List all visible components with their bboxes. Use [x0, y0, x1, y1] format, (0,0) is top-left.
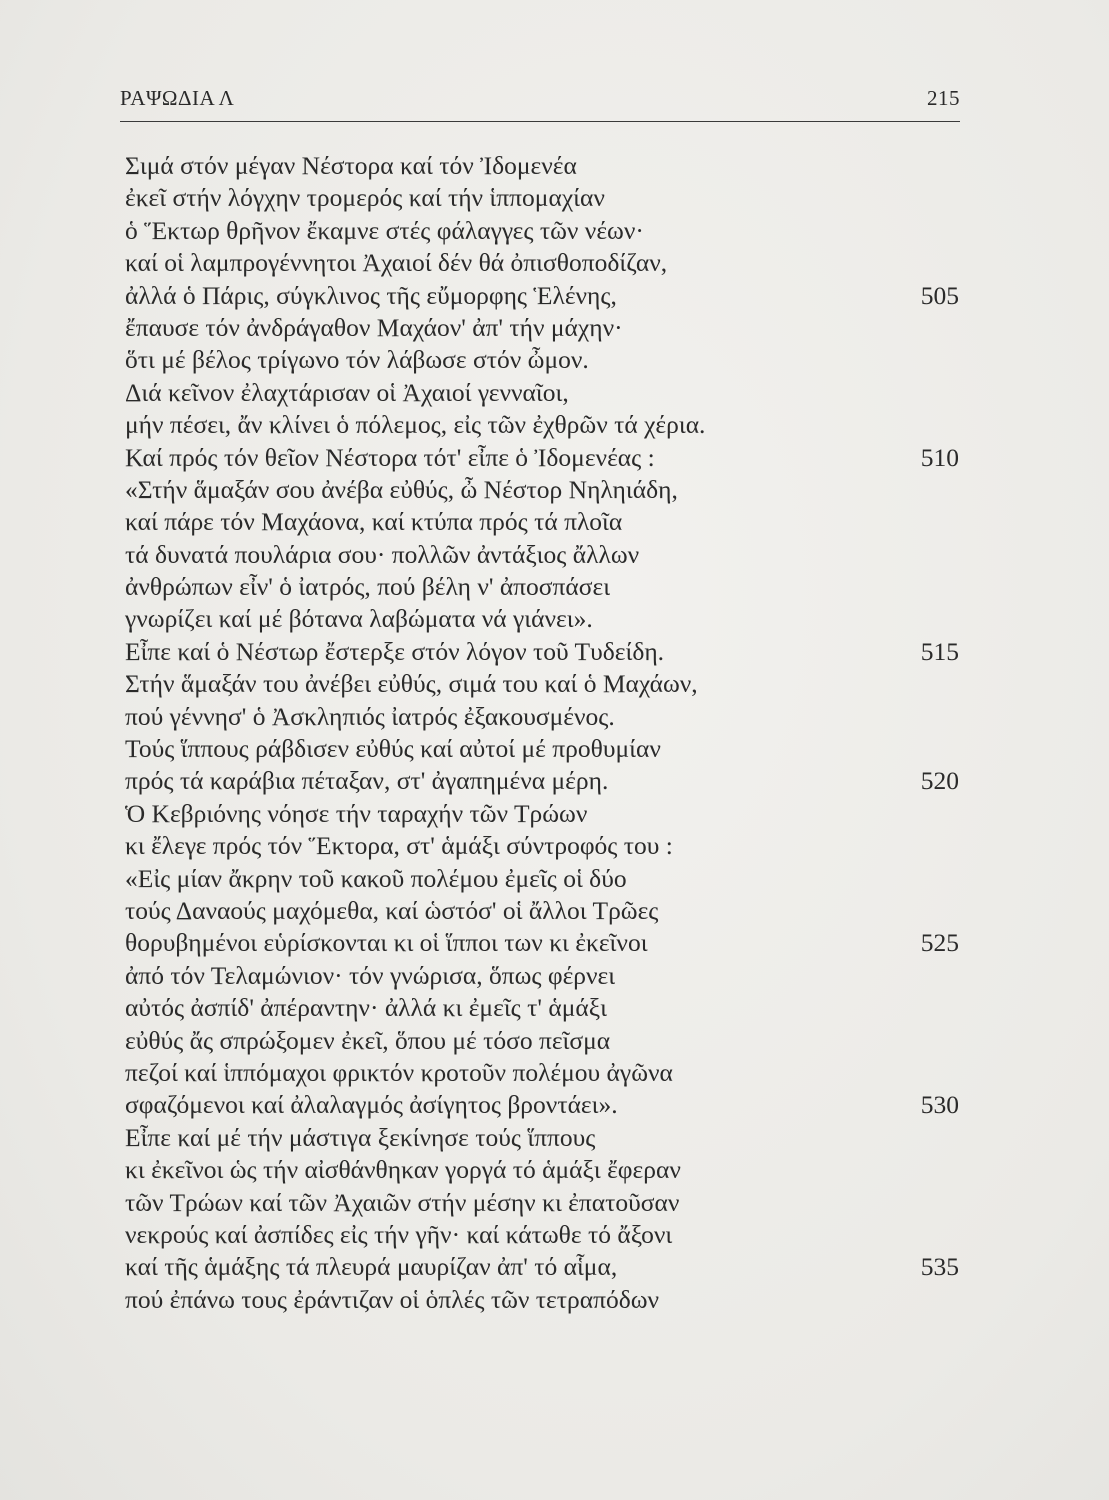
verse-line-text: νεκρούς καί ἀσπίδες εἰς τήν γῆν· καί κάτωθε τό ἄξονι: [125, 1219, 673, 1249]
verse-line-text: ὁ Ἕκτωρ θρῆνον ἔκαμνε στές φάλαγγες τῶν νέων·: [125, 215, 644, 245]
verse-line: [0, 1251, 1109, 1283]
verse-line-text: τά δυνατά πουλάρια σου· πολλῶν ἀντάξιος ἄλλων: [125, 539, 640, 569]
verse-line: [0, 927, 1109, 959]
line-number: 510: [920, 442, 959, 472]
verse-line: [0, 1025, 1109, 1057]
verse-line-text: ἀνθρώπων εἶν' ὁ ἰατρός, πού βέλη ν' ἀποσπάσει: [125, 572, 611, 602]
verse-line: [0, 895, 1109, 927]
line-number: 525: [920, 928, 959, 958]
line-number: 535: [920, 1252, 959, 1282]
verse-line: [0, 344, 1109, 376]
verse-line-text: τούς Δαναούς μαχόμεθα, καί ὡστόσ' οἱ ἄλλοι Τρῶες: [125, 895, 659, 925]
verse-line: [0, 1057, 1109, 1089]
verse-line-text: «Στήν ἅμαξάν σου ἀνέβα εὐθύς, ὦ Νέστορ Νηληιάδη,: [125, 474, 678, 504]
verse-line: [0, 1219, 1109, 1251]
verse-line-text: πεζοί καί ἱππόμαχοι φρικτόν κροτοῦν πολέμου ἀγῶνα: [125, 1057, 673, 1087]
verse-line-text: Σιμά στόν μέγαν Νέστορα καί τόν Ἰδομενέα: [125, 151, 577, 180]
verse-line: [0, 506, 1109, 538]
verse-line: [0, 798, 1109, 830]
verse-line-text: πού γέννησ' ὁ Ἀσκληπιός ἰατρός ἐξακουσμένος.: [125, 701, 615, 731]
verse-line: [0, 603, 1109, 635]
verse-line-text: Διά κεῖνον ἐλαχτάρισαν οἱ Ἀχαιοί γενναῖοι,: [125, 377, 569, 407]
verse-line: [0, 636, 1109, 668]
page-number: 215: [927, 86, 960, 110]
verse-line: [0, 571, 1109, 603]
line-number: 520: [920, 766, 959, 796]
verse-line-text: Εἶπε καί ὁ Νέστωρ ἔστερξε στόν λόγον τοῦ Τυδείδη.: [125, 636, 665, 666]
verse-line: [0, 150, 1109, 182]
verse-line: [0, 215, 1109, 247]
verse-line-text: καί τῆς ἁμάξης τά πλευρά μαυρίζαν ἀπ' τό αἷμα,: [125, 1252, 618, 1282]
verse-line-text: Εἶπε καί μέ τήν μάστιγα ξεκίνησε τούς ἵππους: [125, 1122, 596, 1152]
verse-line-text: κι ἔλεγε πρός τόν Ἕκτορα, στ' ἁμάξι σύντροφός του :: [125, 831, 673, 861]
verse-line: [0, 863, 1109, 895]
verse-line: [0, 1154, 1109, 1186]
verse-line-text: ἐκεῖ στήν λόγχην τρομερός καί τήν ἱππομαχίαν: [125, 183, 605, 213]
verse-line-text: «Εἰς μίαν ἄκρην τοῦ κακοῦ πολέμου ἐμεῖς οἱ δύο: [125, 863, 627, 893]
verse-line: [0, 312, 1109, 344]
verse-line-text: καί πάρε τόν Μαχάονα, καί κτύπα πρός τά πλοῖα: [125, 507, 623, 537]
verse-line-text: Ὁ Κεβριόνης νόησε τήν ταραχήν τῶν Τρώων: [125, 798, 588, 828]
verse-line: [0, 1187, 1109, 1219]
verse-line: [0, 247, 1109, 279]
verse-line: [0, 992, 1109, 1024]
verse-line: [0, 442, 1109, 474]
verse-line: [0, 280, 1109, 312]
line-number: 530: [920, 1090, 959, 1120]
verse-line-text: καί οἱ λαμπρογέννητοι Ἀχαιοί δέν θά ὀπισθοποδίζαν,: [125, 248, 668, 278]
line-number: 515: [920, 636, 959, 666]
running-header: [120, 86, 960, 116]
verse-line: [0, 733, 1109, 765]
chapter-title: ΡΑΨΩΔΙΑ Λ: [120, 86, 235, 110]
verse-line-text: Στήν ἅμαξάν του ἀνέβει εὐθύς, σιμά του καί ὁ Μαχάων,: [125, 669, 698, 699]
verse-line: [0, 474, 1109, 506]
verse-line-text: κι ἐκεῖνοι ὡς τήν αἰσθάνθηκαν γοργά τό ἁμάξι ἔφεραν: [125, 1155, 681, 1185]
verse-line-text: τῶν Τρώων καί τῶν Ἀχαιῶν στήν μέσην κι ἐπατοῦσαν: [125, 1187, 680, 1217]
verse-line-text: Καί πρός τόν θεῖον Νέστορα τότ' εἶπε ὁ Ἰδομενέας :: [125, 442, 655, 472]
verse-line-text: ἀπό τόν Τελαμώνιον· τόν γνώρισα, ὅπως φέρνει: [125, 960, 616, 990]
verse-line: [0, 668, 1109, 700]
verse-line: [0, 765, 1109, 797]
verse-line-text: θορυβημένοι εὑρίσκονται κι οἱ ἵπποι των κι ἐκεῖνοι: [125, 928, 648, 958]
verse-line-text: πρός τά καράβια πέταξαν, στ' ἀγαπημένα μέρη.: [125, 766, 609, 796]
verse-line-text: ὅτι μέ βέλος τρίγωνο τόν λάβωσε στόν ὦμον.: [125, 345, 589, 375]
verse-line: [0, 1122, 1109, 1154]
verse-line-text: Τούς ἵππους ράβδισεν εὐθύς καί αὐτοί μέ προθυμίαν: [125, 734, 661, 764]
verse-line-text: πού ἐπάνω τους ἐράντιζαν οἱ ὁπλές τῶν τετραπόδων: [125, 1284, 660, 1314]
verse-line: [0, 1089, 1109, 1121]
verse-line: [0, 539, 1109, 571]
verse-line: [0, 409, 1109, 441]
verse-line-text: μήν πέσει, ἄν κλίνει ὁ πόλεμος, εἰς τῶν ἐχθρῶν τά χέρια.: [125, 410, 706, 440]
verse-line: [0, 377, 1109, 409]
verse-line: [0, 830, 1109, 862]
verse-line-text: σφαζόμενοι καί ἀλαλαγμός ἀσίγητος βροντάει».: [125, 1090, 618, 1120]
header-rule: [120, 121, 960, 122]
verse-line: [0, 701, 1109, 733]
verse-line: [0, 960, 1109, 992]
line-number: 505: [920, 280, 959, 310]
verse-line-text: αὐτός ἀσπίδ' ἀπέραντην· ἀλλά κι ἐμεῖς τ' ἁμάξι: [125, 993, 607, 1023]
verse-line-text: γνωρίζει καί μέ βότανα λαβώματα νά γιάνει».: [125, 604, 593, 634]
verse-line-text: εὐθύς ἄς σπρώξομεν ἐκεῖ, ὅπου μέ τόσο πεῖσμα: [125, 1025, 611, 1055]
verse-line: [0, 1284, 1109, 1316]
verse-line-text: ἀλλά ὁ Πάρις, σύγκλινος τῆς εὔμορφης Ἑλένης,: [125, 280, 617, 310]
verse-line-text: ἔπαυσε τόν ἀνδράγαθον Μαχάον' ἀπ' τήν μάχην·: [125, 312, 623, 342]
verse-line: [0, 182, 1109, 214]
verse-text: [0, 150, 1109, 1316]
